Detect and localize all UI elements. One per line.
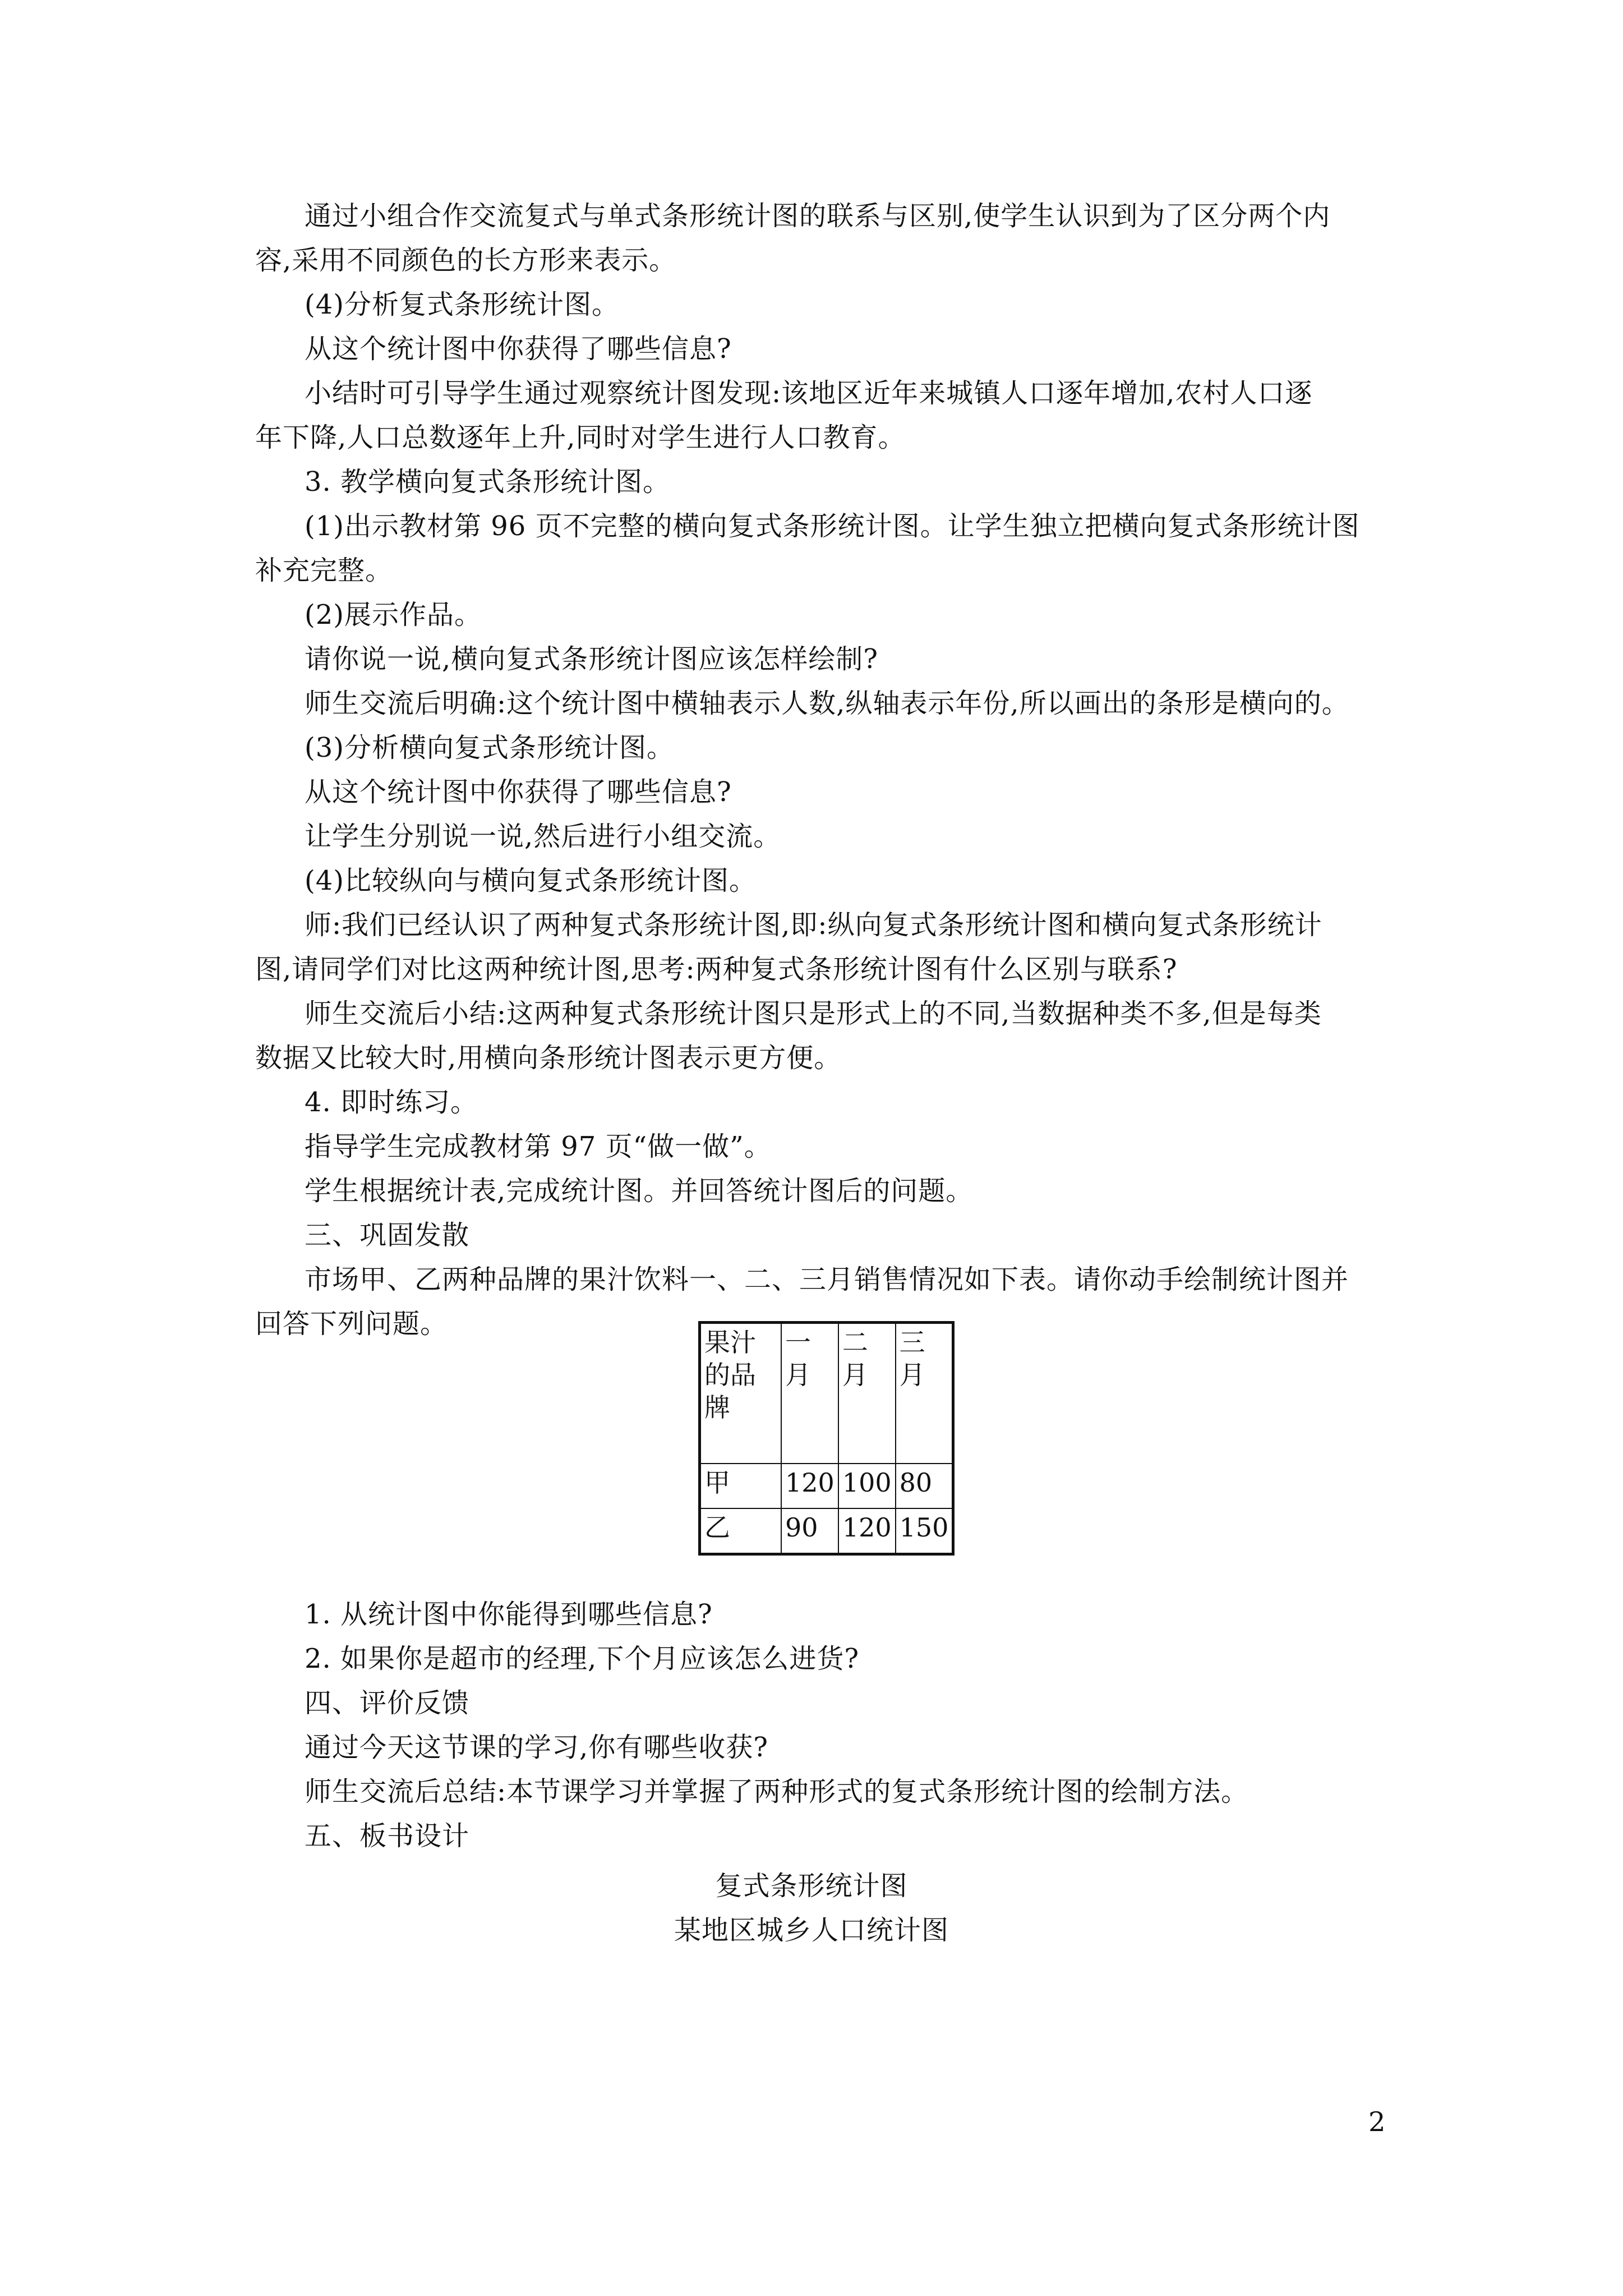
paragraph-line: (2)展示作品。 [305,599,482,631]
table-header-cell: 三月 [896,1323,953,1464]
paragraph-line: 学生根据统计表,完成统计图。并回答统计图后的问题。 [305,1175,974,1207]
sales-table [698,1321,955,1556]
paragraph-line: 从这个统计图中你获得了哪些信息? [305,333,732,365]
question-line: 2. 如果你是超市的经理,下个月应该怎么进货? [305,1643,860,1674]
paragraph-line: 补充完整。 [255,555,393,586]
paragraph-line: 让学生分别说一说,然后进行小组交流。 [305,821,781,852]
paragraph-line: 师生交流后明确:这个统计图中横轴表示人数,纵轴表示年份,所以画出的条形是横向的。 [305,688,1349,719]
table-cell: 100 [838,1464,896,1508]
section-heading: 五、板书设计 [305,1820,470,1852]
paragraph-line: (3)分析横向复式条形统计图。 [305,732,674,763]
paragraph-line: 图,请同学们对比这两种统计图,思考:两种复式条形统计图有什么区别与联系? [255,954,1178,985]
paragraph-line: 通过今天这节课的学习,你有哪些收获? [305,1732,768,1763]
paragraph-line: 数据又比较大时,用横向条形统计图表示更方便。 [255,1042,842,1074]
paragraph-line: 师:我们已经认识了两种复式条形统计图,即:纵向复式条形统计图和横向复式条形统计 [305,909,1322,941]
paragraph-line: 指导学生完成教材第 97 页“做一做”。 [305,1131,772,1162]
table-cell: 甲 [700,1464,782,1508]
table-row [700,1508,953,1554]
table-cell: 乙 [700,1508,782,1554]
table-header-row [700,1323,953,1464]
table-header-cell: 二月 [838,1323,896,1464]
paragraph-line: 师生交流后总结:本节课学习并掌握了两种形式的复式条形统计图的绘制方法。 [305,1776,1249,1807]
paragraph-line: 从这个统计图中你获得了哪些信息? [305,776,732,808]
paragraph-line: (4)分析复式条形统计图。 [305,289,619,320]
table-cell: 150 [896,1508,953,1554]
table-cell: 120 [838,1508,896,1554]
section-heading: 4. 即时练习。 [305,1087,478,1118]
table-cell: 80 [896,1464,953,1508]
paragraph-line: 回答下列问题。 [255,1308,448,1340]
paragraph-line: 请你说一说,横向复式条形统计图应该怎样绘制? [305,643,878,675]
table-row [700,1464,953,1508]
table-header-cell: 一月 [781,1323,838,1464]
paragraph-line: 市场甲、乙两种品牌的果汁饮料一、二、三月销售情况如下表。请你动手绘制统计图并 [305,1264,1349,1295]
board-subtitle: 某地区城乡人口统计图 [674,1915,949,1946]
paragraph-line: 师生交流后小结:这两种复式条形统计图只是形式上的不同,当数据种类不多,但是每类 [305,998,1322,1029]
section-heading: 3. 教学横向复式条形统计图。 [305,466,671,498]
section-heading: 四、评价反馈 [305,1687,470,1719]
table-header-cell: 果汁的品牌 [700,1323,782,1464]
paragraph-line: 通过小组合作交流复式与单式条形统计图的联系与区别,使学生认识到为了区分两个内 [305,200,1331,232]
paragraph-line: 容,采用不同颜色的长方形来表示。 [255,245,677,276]
paragraph-line: 小结时可引导学生通过观察统计图发现:该地区近年来城镇人口逐年增加,农村人口逐 [305,378,1313,409]
question-line: 1. 从统计图中你能得到哪些信息? [305,1599,713,1630]
table-cell: 120 [781,1464,838,1508]
paragraph-line: (1)出示教材第 96 页不完整的横向复式条形统计图。让学生独立把横向复式条形统计图 [305,510,1360,542]
section-heading: 三、巩固发散 [305,1220,470,1251]
paragraph-line: 年下降,人口总数逐年上升,同时对学生进行人口教育。 [255,422,906,453]
board-title: 复式条形统计图 [715,1870,908,1902]
paragraph-line: (4)比较纵向与横向复式条形统计图。 [305,865,757,896]
table-cell: 90 [781,1508,838,1554]
page-number: 2 [1368,2106,1386,2138]
